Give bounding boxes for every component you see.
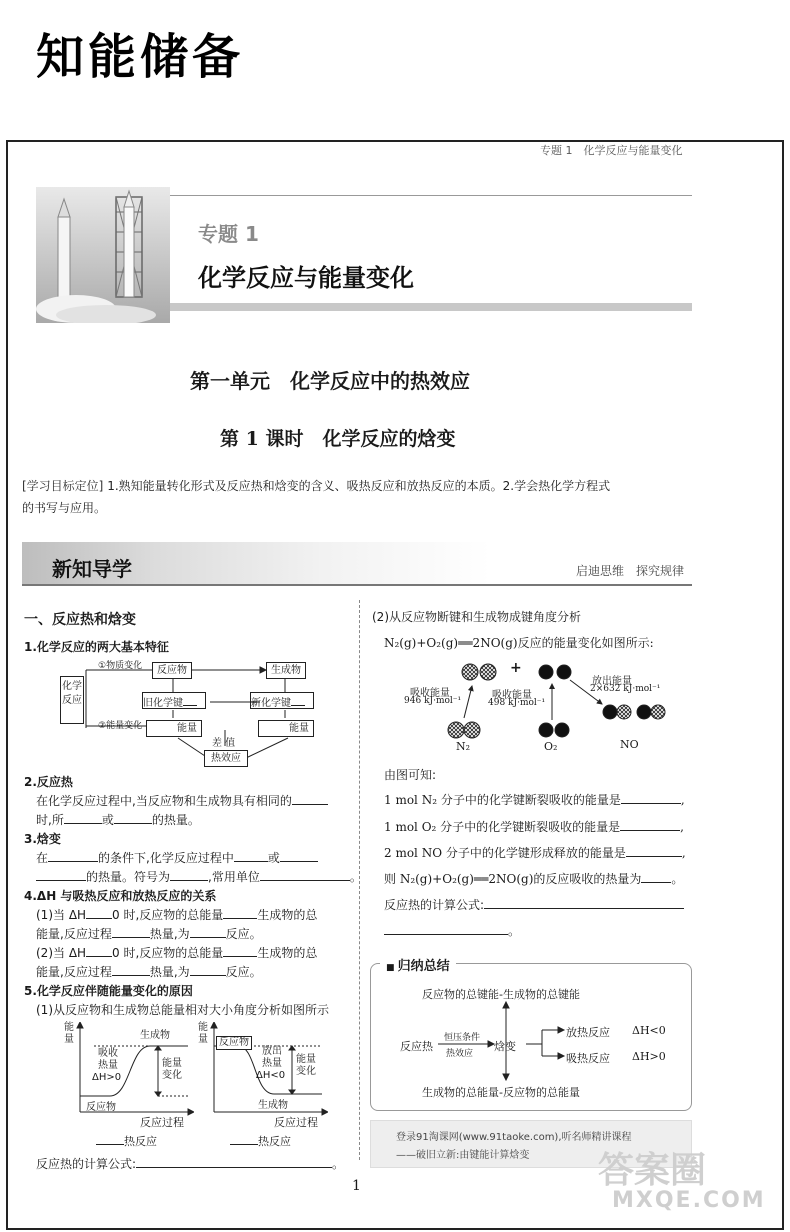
bond-analysis-heading: (2)从反应物断键和生成物成键角度分析 bbox=[372, 610, 581, 624]
n2-bond-energy-line bbox=[384, 791, 685, 809]
n2-absorb-value: 946 kJ·mol⁻¹ bbox=[404, 696, 462, 706]
subheading-features: 1.化学反应的两大基本特征 bbox=[24, 640, 169, 654]
plus-sign: + bbox=[510, 660, 522, 676]
page-number: 1 bbox=[352, 1178, 361, 1194]
caption-text: 热反应 bbox=[124, 1135, 157, 1148]
summary-dot-icon: ■ bbox=[386, 963, 398, 973]
dh-case2-line2 bbox=[36, 963, 262, 981]
graph-b-heat: 热量 bbox=[262, 1058, 282, 1069]
no-release-value: 2×632 kJ·mol⁻¹ bbox=[590, 684, 661, 694]
text-fragment: 在 bbox=[36, 851, 49, 865]
objective-text-2: 的书写与应用。 bbox=[22, 501, 107, 515]
graph-b-energy-change-2: 变化 bbox=[296, 1066, 316, 1077]
promo-line-2: ——破旧立新:由键能计算焓变 bbox=[396, 1150, 530, 1161]
graph-a-caption bbox=[96, 1132, 157, 1149]
text-fragment: 生成物的总 bbox=[257, 908, 318, 922]
summary-total-energy: 生成物的总能量-反应物的总能量 bbox=[422, 1086, 580, 1099]
text-fragment: 。 bbox=[508, 924, 521, 938]
formula-line-right-2 bbox=[384, 922, 520, 940]
text-fragment: (2)当 ΔH bbox=[36, 946, 87, 960]
unit-title: 第一单元 化学反应中的热效应 bbox=[190, 369, 470, 393]
promo-line-1: 登录91淘课网(www.91taoke.com),听名师精讲课程 bbox=[396, 1132, 632, 1143]
text-fragment: 的条件下,化学反应过程中 bbox=[98, 851, 234, 865]
text-fragment: 反应热的计算公式: bbox=[36, 1157, 137, 1171]
text-fragment: 热量,为 bbox=[149, 927, 190, 941]
graph-a-reactant: 反应物 bbox=[86, 1102, 116, 1113]
learning-objective bbox=[22, 475, 702, 519]
box-new-bond bbox=[250, 692, 314, 709]
label-material-change: ①物质变化 bbox=[98, 661, 143, 671]
label-difference: 差 值 bbox=[212, 738, 236, 749]
o2-bond-energy-line bbox=[384, 818, 684, 836]
graph-b-ylabel: 能量 bbox=[198, 1022, 208, 1045]
summary-title-text: 归纳总结 bbox=[397, 959, 450, 974]
page-title: 知能储备 bbox=[36, 29, 245, 85]
text-fragment: , bbox=[681, 846, 686, 860]
reaction-heat-line1 bbox=[36, 792, 328, 810]
no-release-label: 放出能量 bbox=[592, 676, 632, 687]
summary-bond-energy: 反应物的总键能-生成物的总键能 bbox=[422, 988, 580, 1001]
text-fragment: 能量,反应过程 bbox=[36, 965, 112, 979]
summary-endo-dh: ΔH>0 bbox=[632, 1050, 666, 1063]
graph-b-energy-change-1: 能量 bbox=[296, 1054, 316, 1065]
old-bond-label: 旧化学键 bbox=[143, 698, 183, 709]
section-subtitle: 启迪思维 探究规律 bbox=[576, 564, 685, 578]
objective-text-1: 1.熟知能量转化形式及反应热和焓变的含义、吸热反应和放热反应的本质。2.学会热化学方程式 bbox=[107, 479, 611, 493]
reaction-equation: N₂(g)+O₂(g)══2NO(g)反应的能量变化如图所示: bbox=[384, 636, 654, 650]
topic-label: 专题 1 bbox=[198, 222, 259, 246]
summary-reaction-heat: 反应热 bbox=[400, 1040, 433, 1053]
graph-a-energy-change-2: 变化 bbox=[162, 1070, 182, 1081]
summary-exothermic: 放热反应 bbox=[566, 1026, 610, 1039]
absorbed-heat-line bbox=[384, 870, 683, 888]
graph-a-dh: ΔH>0 bbox=[92, 1072, 122, 1083]
text-fragment: 反应。 bbox=[225, 927, 262, 941]
text-fragment: ,常用单位 bbox=[208, 870, 260, 884]
bond-energy-diagram bbox=[400, 658, 690, 754]
text-fragment: , bbox=[680, 820, 684, 834]
box-old-bond bbox=[142, 692, 206, 709]
text-fragment: 或 bbox=[267, 851, 280, 865]
graph-b-dh: ΔH<0 bbox=[256, 1070, 286, 1081]
text-fragment: 反应热的计算公式: bbox=[384, 898, 485, 912]
conclusion-intro: 由图可知: bbox=[384, 768, 437, 782]
subheading-dh-relation: 4.ΔH 与吸热反应和放热反应的关系 bbox=[24, 889, 217, 903]
dh-case1-line1 bbox=[36, 906, 317, 924]
summary-enthalpy: 焓变 bbox=[494, 1040, 516, 1053]
text-fragment: 1 mol O₂ 分子中的化学键断裂吸收的能量是 bbox=[384, 820, 621, 834]
formula-line-right-1 bbox=[384, 896, 684, 914]
text-fragment: 反应。 bbox=[225, 965, 262, 979]
watermark-text: 答案圈 bbox=[598, 1150, 707, 1191]
graph-b-release: 放出 bbox=[262, 1046, 282, 1057]
summary-heat-effect: 热效应 bbox=[446, 1049, 474, 1059]
text-fragment: , bbox=[680, 793, 685, 807]
text-fragment: 时,所 bbox=[36, 813, 64, 827]
n2-label: N₂ bbox=[456, 740, 471, 753]
text-fragment: 0 时,反应物的总能量 bbox=[112, 946, 224, 960]
n2-absorb-label: 吸收能量 bbox=[410, 688, 450, 699]
box-energy-right: 能量 bbox=[258, 720, 314, 737]
graph-a-product: 生成物 bbox=[140, 1030, 170, 1041]
text-fragment: 2 mol NO 分子中的化学键形成释放的能量是 bbox=[384, 846, 626, 860]
box-reactant: 反应物 bbox=[152, 662, 192, 679]
dh-case1-line2 bbox=[36, 925, 262, 943]
text-fragment: 的热量。 bbox=[151, 813, 200, 827]
subheading-enthalpy: 3.焓变 bbox=[24, 832, 61, 846]
graph-a-energy-change-1: 能量 bbox=[162, 1058, 182, 1069]
objective-tag: [学习目标定位] bbox=[22, 479, 104, 493]
reaction-heat-line2 bbox=[36, 811, 200, 829]
text-fragment: 的热量。符号为 bbox=[86, 870, 171, 884]
summary-exo-dh: ΔH<0 bbox=[632, 1024, 666, 1037]
subheading-energy-cause: 5.化学反应伴随能量变化的原因 bbox=[24, 984, 193, 998]
text-fragment: 或 bbox=[101, 813, 114, 827]
o2-label: O₂ bbox=[544, 740, 558, 753]
graph-b-product: 生成物 bbox=[258, 1100, 288, 1111]
caption-text: 热反应 bbox=[258, 1135, 291, 1148]
rocket-illustration bbox=[36, 187, 170, 323]
text-fragment: 。 bbox=[332, 1157, 345, 1171]
summary-title bbox=[380, 955, 456, 974]
energy-graph-endothermic bbox=[64, 1022, 194, 1154]
watermark-url: MXQE.COM bbox=[612, 1188, 766, 1213]
text-fragment: 。 bbox=[671, 872, 684, 886]
graph-b-reactant: 反应物 bbox=[216, 1036, 252, 1050]
banner-rule bbox=[170, 195, 692, 196]
enthalpy-line2 bbox=[36, 868, 362, 886]
energy-cause-text: (1)从反应物和生成物总能量相对大小角度分析如图所示 bbox=[36, 1003, 330, 1017]
box-heat-effect: 热效应 bbox=[204, 750, 248, 767]
dh-case2-line1 bbox=[36, 944, 317, 962]
heading-reaction-heat: 一、反应热和焓变 bbox=[24, 612, 136, 628]
chemical-reaction-box: 化学反应 bbox=[60, 676, 84, 724]
summary-diagram bbox=[380, 980, 690, 1104]
summary-condition: 恒压条件 bbox=[444, 1033, 481, 1043]
box-product: 生成物 bbox=[266, 662, 306, 679]
energy-graph-exothermic bbox=[198, 1022, 328, 1154]
reaction-features-diagram bbox=[60, 658, 350, 768]
graph-a-absorb: 吸收 bbox=[98, 1048, 118, 1059]
graph-b-xlabel: 反应过程 bbox=[274, 1116, 318, 1129]
enthalpy-line1 bbox=[36, 849, 318, 867]
section-title: 新知导学 bbox=[52, 557, 132, 581]
graph-a-heat: 热量 bbox=[98, 1060, 118, 1071]
text-fragment: 能量,反应过程 bbox=[36, 927, 112, 941]
graph-b-caption bbox=[230, 1132, 291, 1149]
no-bond-energy-line bbox=[384, 844, 686, 862]
text-fragment: (1)当 ΔH bbox=[36, 908, 87, 922]
box-energy-left: 能量 bbox=[146, 720, 202, 737]
text-fragment: 则 N₂(g)+O₂(g)══2NO(g)的反应吸收的热量为 bbox=[384, 872, 642, 886]
summary-endothermic: 吸热反应 bbox=[566, 1052, 610, 1065]
text-fragment: 1 mol N₂ 分子中的化学键断裂吸收的能量是 bbox=[384, 793, 621, 807]
graph-a-ylabel: 能量 bbox=[64, 1022, 74, 1045]
no-label: NO bbox=[620, 738, 639, 751]
formula-line-left bbox=[36, 1155, 344, 1173]
text-fragment: 热量,为 bbox=[149, 965, 190, 979]
lesson-title: 第 1 课时 化学反应的焓变 bbox=[220, 428, 456, 450]
banner-band bbox=[170, 303, 692, 311]
text-fragment: 。 bbox=[349, 870, 362, 884]
rocket-photo bbox=[36, 187, 170, 323]
subheading-reaction-heat: 2.反应热 bbox=[24, 775, 73, 789]
new-bond-label: 新化学键 bbox=[251, 698, 291, 709]
o2-absorb-value: 498 kJ·mol⁻¹ bbox=[488, 698, 546, 708]
section-rule bbox=[22, 584, 692, 586]
text-fragment: 在化学反应过程中,当反应物和生成物具有相同的 bbox=[36, 794, 292, 808]
graph-a-xlabel: 反应过程 bbox=[140, 1116, 184, 1129]
running-header: 专题 1 化学反应与能量变化 bbox=[540, 144, 683, 157]
topic-title: 化学反应与能量变化 bbox=[198, 264, 414, 292]
text-fragment: 生成物的总 bbox=[257, 946, 318, 960]
label-energy-change: ②能量变化 bbox=[98, 721, 143, 731]
o2-absorb-label: 吸收能量 bbox=[492, 690, 532, 701]
text-fragment: 0 时,反应物的总能量 bbox=[112, 908, 224, 922]
